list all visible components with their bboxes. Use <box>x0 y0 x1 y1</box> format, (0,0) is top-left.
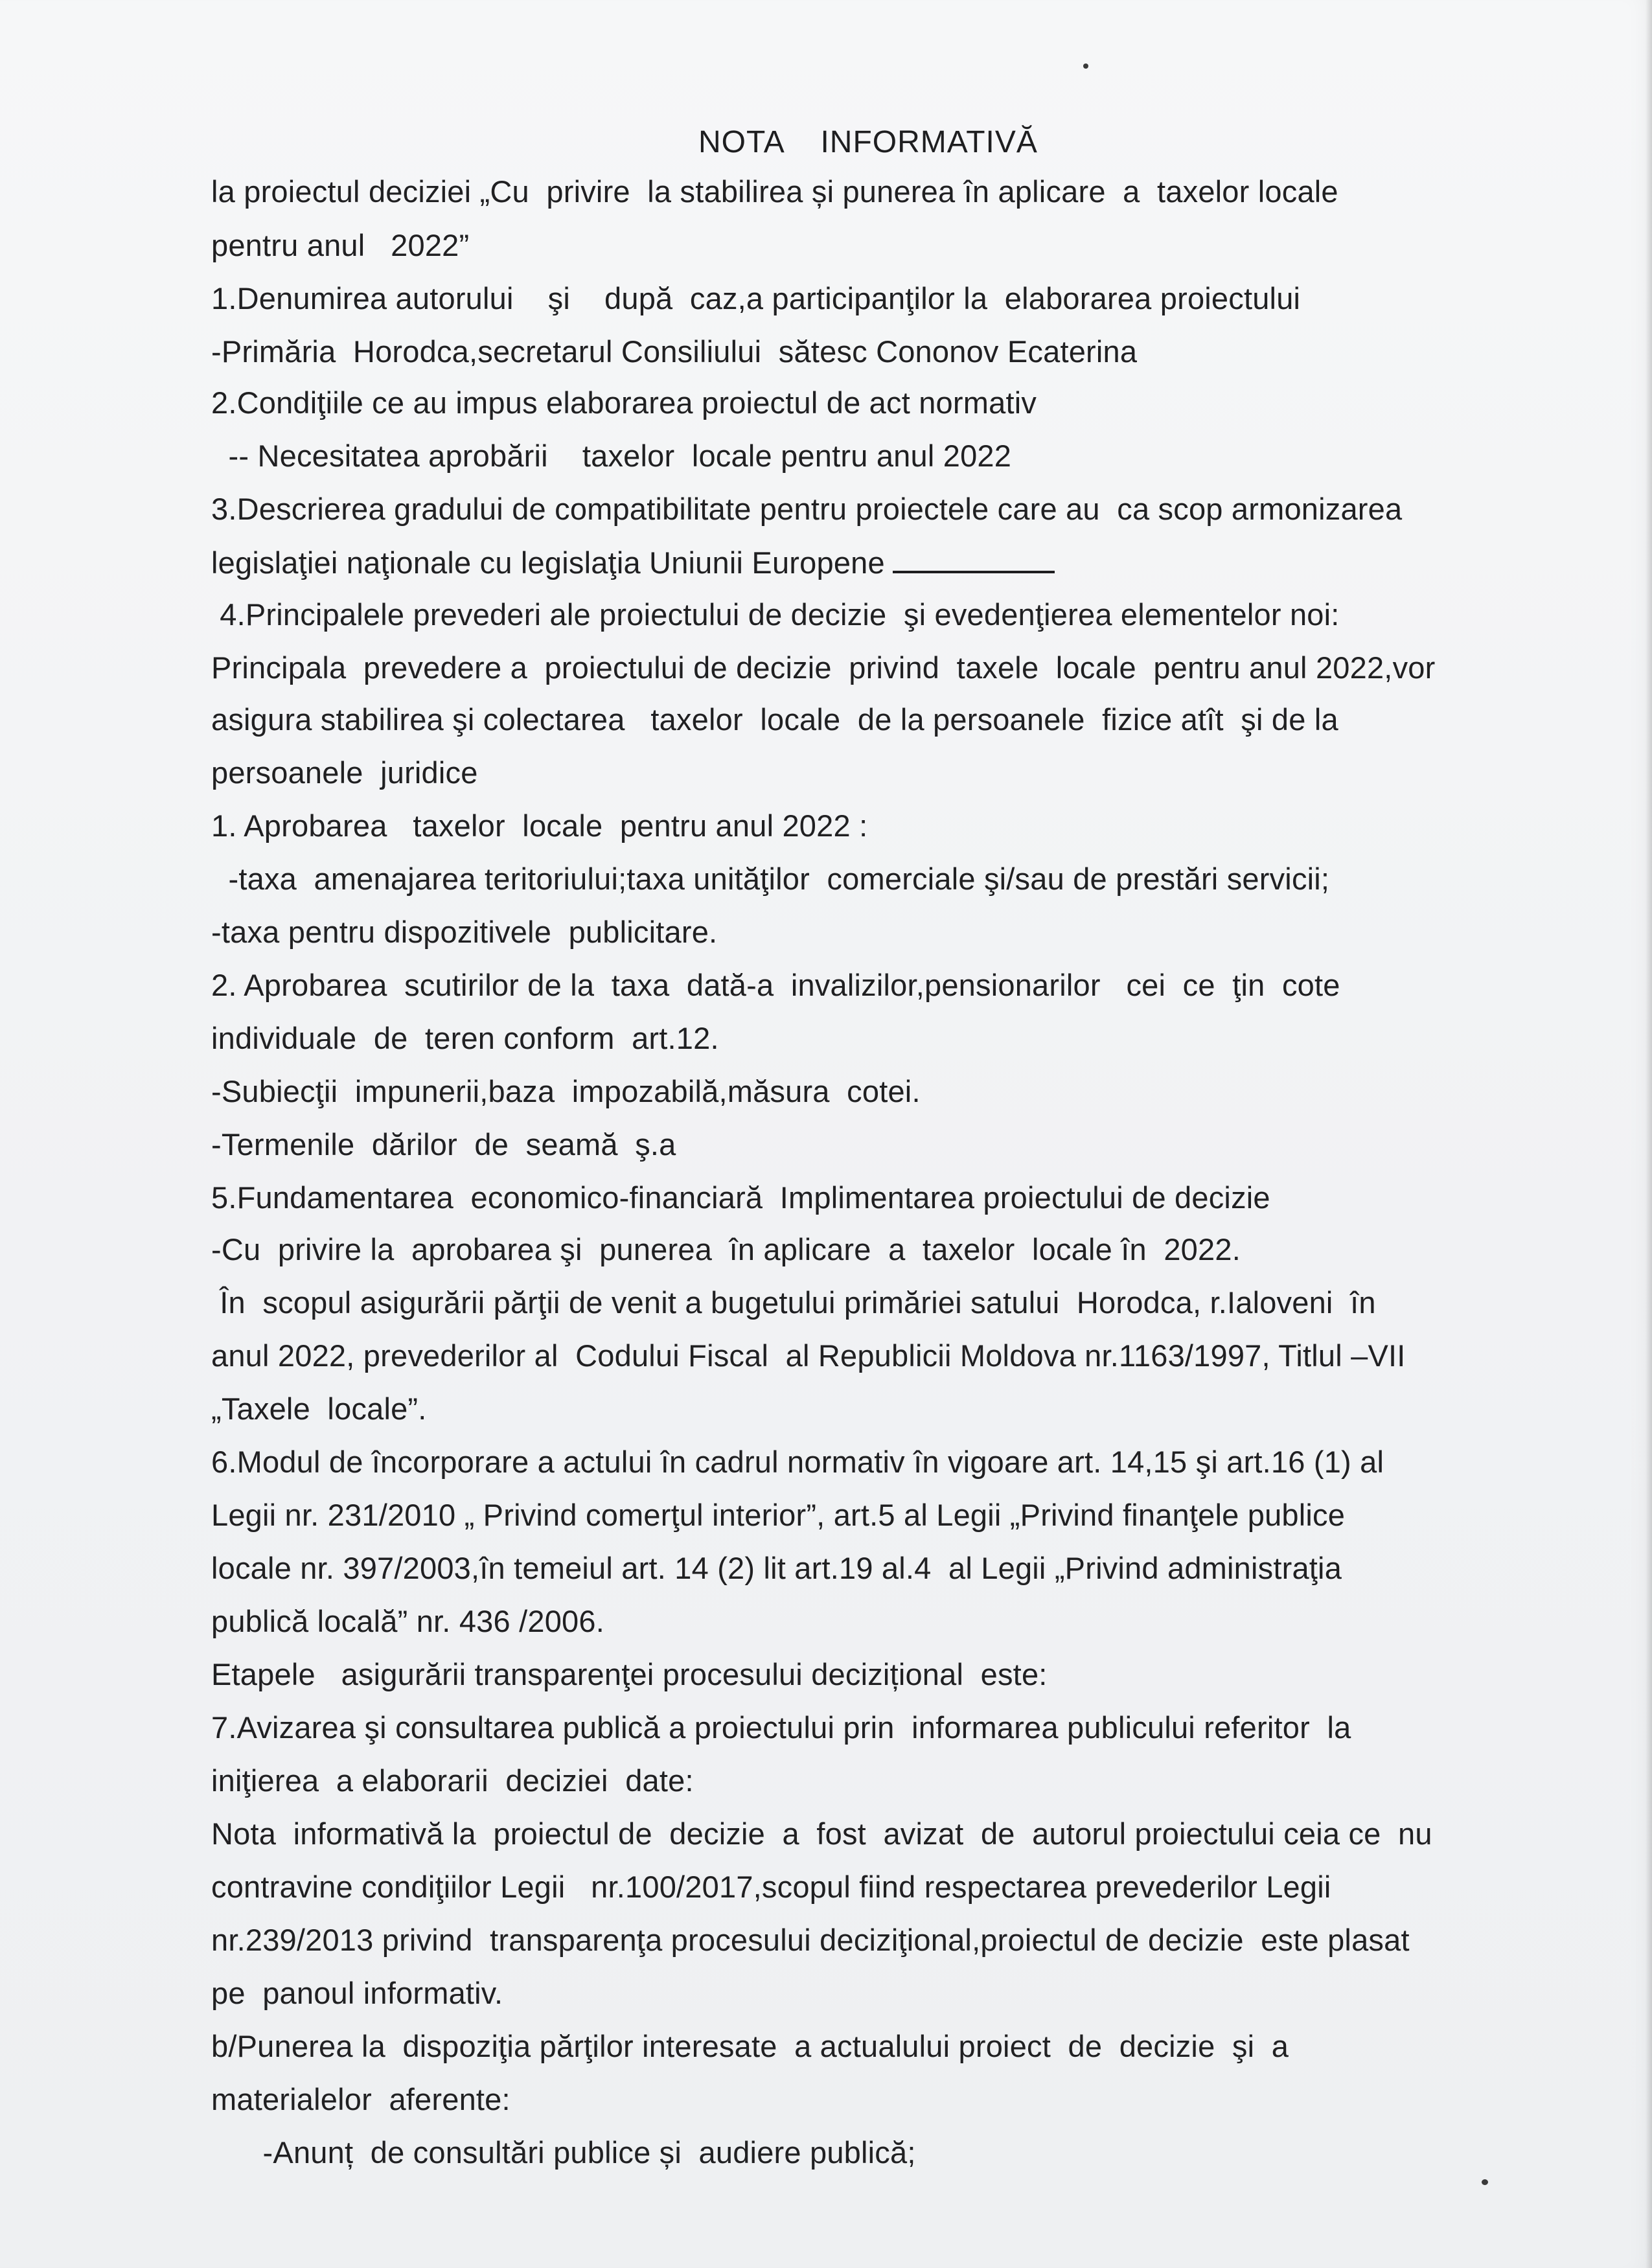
text-line: În scopul asigurării părţii de venit a bugetului primăriei satului Horodca, r.Ialoveni în <box>211 1285 1376 1320</box>
text-line: 1. Aprobarea taxelor locale pentru anul 2022 : <box>211 808 868 843</box>
text-line: -Cu privire la aprobarea şi punerea în aplicare a taxelor locale în 2022. <box>211 1232 1241 1266</box>
text-line: -Primăria Horodca,secretarul Consiliului sătesc Cononov Ecaterina <box>211 334 1138 369</box>
text-line: 4.Principalele prevederi ale proiectului de decizie şi evedenţierea elementelor noi: <box>211 597 1340 632</box>
document-title: NOTA INFORMATIVĂ <box>698 125 1038 159</box>
text-line: -- Necesitatea aprobării taxelor locale pentru anul 2022 <box>211 439 1012 473</box>
text-line: iniţierea a elaborarii deciziei date: <box>211 1763 694 1798</box>
text-line: legislaţiei naţionale cu legislaţia Uniunii Europene <box>211 545 885 580</box>
text-line: -taxa amenajarea teritoriului;taxa unităţilor comerciale şi/sau de prestări servicii; <box>211 862 1330 896</box>
text-line: 6.Modul de încorporare a actului în cadrul normativ în vigoare art. 14,15 şi art.16 (1) al <box>211 1445 1384 1479</box>
text-line: individuale de teren conform art.12. <box>211 1021 719 1055</box>
text-line: -Subiecţii impunerii,baza impozabilă,măsura cotei. <box>211 1074 921 1108</box>
text-line: asigura stabilirea şi colectarea taxelor locale de la persoanele fizice atît şi de la <box>211 702 1338 737</box>
text-line: Principala prevedere a proiectului de decizie privind taxele locale pentru anul 2022,vor <box>211 650 1436 685</box>
text-line: -taxa pentru dispozitivele publicitare. <box>211 915 718 949</box>
text-line: 3.Descrierea gradului de compatibilitate pentru proiectele care au ca scop armonizarea <box>211 492 1403 526</box>
text-line-with-blank <box>211 546 1055 578</box>
text-line: „Taxele locale”. <box>211 1392 427 1426</box>
text-line: publică locală” nr. 436 /2006. <box>211 1604 604 1638</box>
text-line: Nota informativă la proiectul de decizie a fost avizat de autorul proiectului ceia ce nu <box>211 1816 1432 1851</box>
text-line: 2. Aprobarea scutirilor de la taxa dată-a invalizilor,pensionarilor cei ce ţin cote <box>211 968 1340 1002</box>
text-line: Legii nr. 231/2010 „ Privind comerţul interior”, art.5 al Legii „Privind finanţele publice <box>211 1498 1346 1532</box>
text-line: 5.Fundamentarea economico-financiară Implimentarea proiectului de decizie <box>211 1180 1270 1215</box>
text-line: Etapele asigurării transparenţei procesului decizițional este: <box>211 1657 1048 1691</box>
text-line: locale nr. 397/2003,în temeiul art. 14 (2) lit art.19 al.4 al Legii „Privind administraţia <box>211 1551 1342 1585</box>
text-line: 2.Condiţiile ce au impus elaborarea proiectul de act normativ <box>211 385 1037 420</box>
text-line: 1.Denumirea autorului şi după caz,a participanţilor la elaborarea proiectului <box>211 281 1301 315</box>
text-line: materialelor aferente: <box>211 2082 511 2116</box>
text-line: -Anunț de consultări publice și audiere publică; <box>211 2135 916 2170</box>
text-line: 7.Avizarea şi consultarea publică a proiectului prin informarea publicului referitor la <box>211 1710 1351 1745</box>
text-line: b/Punerea la dispoziţia părţilor interesate a actualului proiect de decizie şi a <box>211 2029 1289 2063</box>
text-line: anul 2022, prevederilor al Codului Fiscal al Republicii Moldova nr.1163/1997, Titlul –VII <box>211 1338 1406 1373</box>
blank-underline <box>893 546 1055 573</box>
text-line: persoanele juridice <box>211 755 478 790</box>
text-line: la proiectul deciziei „Cu privire la stabilirea și punerea în aplicare a taxelor locale <box>211 174 1338 209</box>
text-line: pentru anul 2022” <box>211 228 470 262</box>
text-line: -Termenile dărilor de seamă ş.a <box>211 1127 676 1162</box>
text-line: pe panoul informativ. <box>211 1976 503 2010</box>
text-line: contravine condiţiilor Legii nr.100/2017,scopul fiind respectarea prevederilor Legii <box>211 1870 1331 1904</box>
text-line: nr.239/2013 privind transparenţa procesului deciziţional,proiectul de decizie este plasat <box>211 1923 1410 1957</box>
